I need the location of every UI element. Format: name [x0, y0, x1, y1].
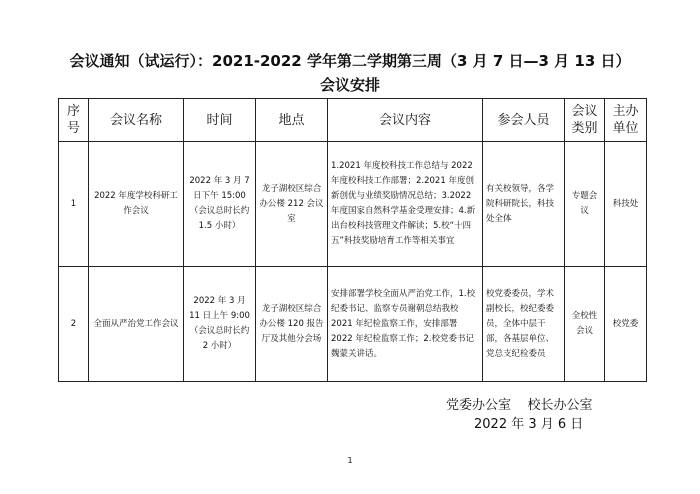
cell-attendees: 有关校领导，各学院科研院长，科技处全体	[483, 142, 565, 267]
header-content: 会议内容	[328, 99, 483, 142]
header-place: 地点	[256, 99, 328, 142]
cell-no: 1	[59, 142, 89, 267]
table-row	[59, 142, 647, 267]
cell-host: 校党委	[605, 267, 647, 382]
cell-time: 2022 年 3 月 11 日上午 9:00（会议总时长约 2 小时）	[184, 267, 256, 382]
header-category: 会议类别	[565, 99, 605, 142]
cell-category: 全校性会议	[565, 267, 605, 382]
cell-time: 2022 年 3 月 7 日下午 15:00（会议总时长约 1.5 小时）	[184, 142, 256, 267]
cell-content: 1.2021 年度校科技工作总结与 2022 年度校科技工作部署；2.2021 年度创新创优与业绩奖励情况总结；3.2022 年度国家自然科学基金受理安排；4.新出台校科技管理文件解读；5.校“十四五”科技奖励培育工作等相关事宜	[328, 142, 483, 267]
cell-place: 龙子湖校区综合办公楼 212 会议室	[256, 142, 328, 267]
table-header-row	[59, 99, 647, 142]
issuing-offices: 党委办公室 校长办公室	[446, 398, 593, 413]
cell-name: 全面从严治党工作会议	[89, 267, 184, 382]
cell-host: 科技处	[605, 142, 647, 267]
header-host: 主办单位	[605, 99, 647, 142]
notice-subtitle: 会议安排	[319, 76, 380, 94]
cell-category: 专题会议	[565, 142, 605, 267]
notice-title: 会议通知（试运行）：2021-2022 学年第二学期第三周（3 月 7 日—3 月 13 日）	[69, 52, 631, 70]
table-row	[59, 267, 647, 382]
issue-date: 2022 年 3 月 6 日	[474, 417, 584, 432]
cell-attendees: 校党委委员，学术副校长，校纪委委员，全体中层干部，各基层单位、党总支纪检委员	[483, 267, 565, 382]
header-name: 会议名称	[89, 99, 184, 142]
cell-content: 安排部署学校全面从严治党工作，1.校纪委书记、监察专员谢朝总结我校 2021 年纪检监察工作，安排部署 2022 年纪检监察工作；2.校党委书记魏蒙关讲话。	[328, 267, 483, 382]
page-number: 1	[347, 456, 353, 465]
header-attendees: 参会人员	[483, 99, 565, 142]
cell-place: 龙子湖校区综合办公楼 120 报告厅及其他分会场	[256, 267, 328, 382]
header-no: 序号	[59, 99, 89, 142]
meeting-table	[58, 98, 647, 382]
header-time: 时间	[184, 99, 256, 142]
cell-name: 2022 年度学校科研工作会议	[89, 142, 184, 267]
cell-no: 2	[59, 267, 89, 382]
